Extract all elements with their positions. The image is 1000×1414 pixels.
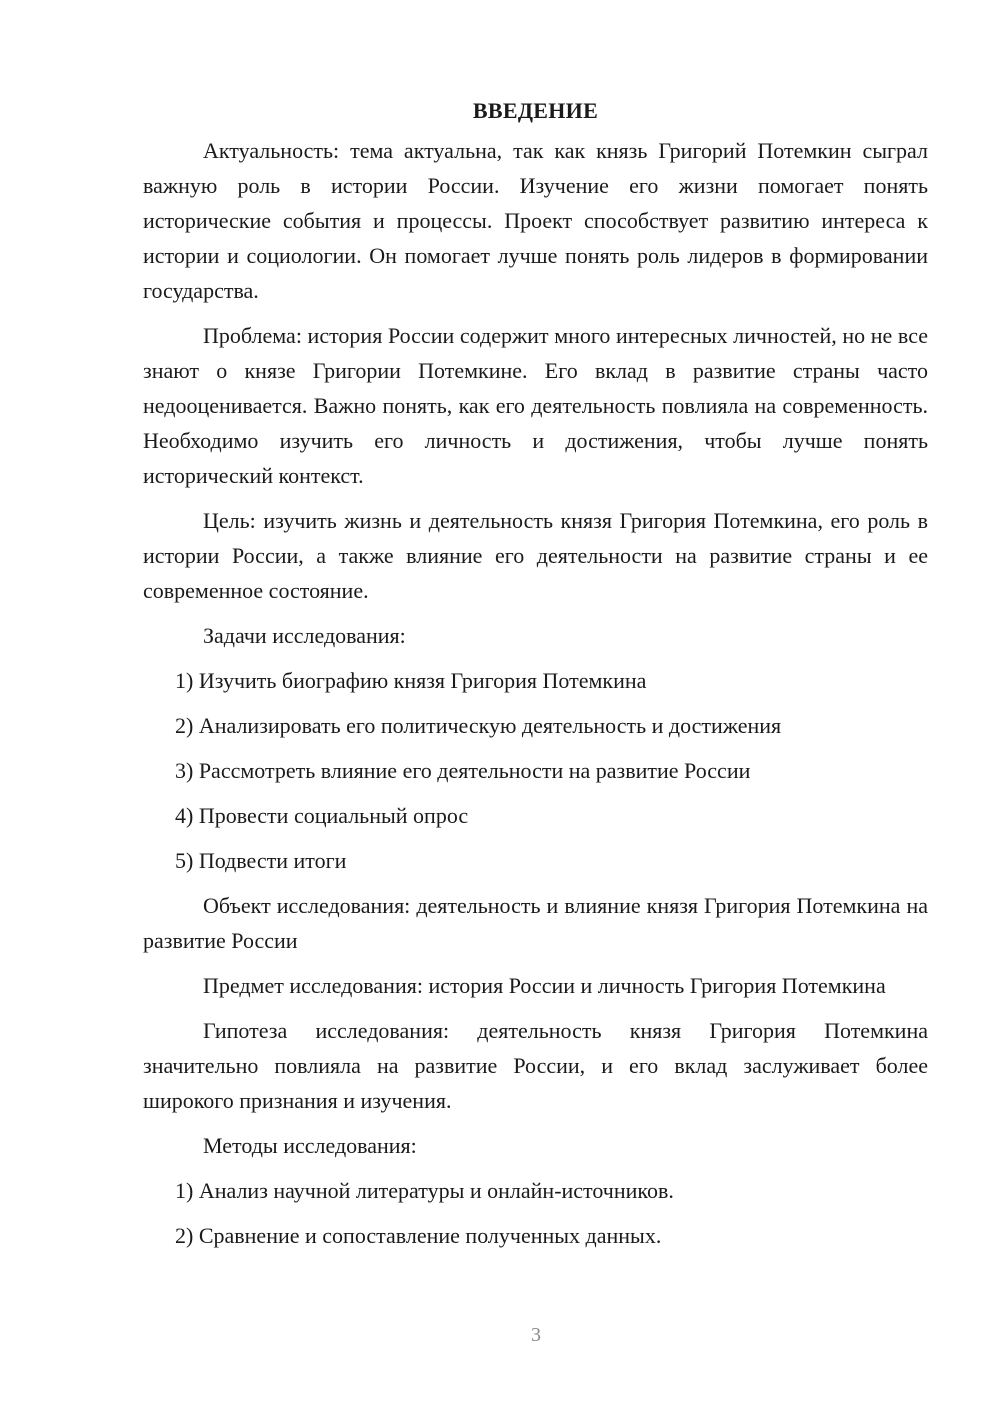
list-item: 2) Сравнение и сопоставление полученных данных. [175, 1223, 662, 1248]
hypothesis-paragraph: Гипотеза исследования: деятельность князя Григория Потемкина значительно повлияла на развитие России, и его вклад заслуживает более широкого признания и изучения. [143, 1018, 928, 1113]
methods-list [143, 1173, 928, 1253]
tasks-list [143, 663, 928, 878]
methods-title: Методы исследования: [203, 1133, 417, 1158]
list-item: 1) Анализ научной литературы и онлайн-источников. [175, 1178, 674, 1203]
problem-paragraph: Проблема: история России содержит много интересных личностей, но не все знают о князе Григории Потемкине. Его вклад в развитие страны часто недооценивается. Важно понять, как его деятельность повлияла на современность. Необходимо изучить его личность и достижения, чтобы лучше понять исторический контекст. [143, 323, 928, 488]
object-paragraph: Объект исследования: деятельность и влияние князя Григория Потемкина на развитие России [143, 893, 928, 953]
list-item: 4) Провести социальный опрос [175, 803, 469, 828]
list-item: 1) Изучить биографию князя Григория Потемкина [175, 668, 647, 693]
section-heading: ВВЕДЕНИЕ [472, 98, 599, 123]
list-item: 3) Рассмотреть влияние его деятельности на развитие России [175, 758, 751, 783]
document-page [143, 93, 928, 1263]
page-number: 3 [531, 1324, 541, 1346]
list-item: 5) Подвести итоги [175, 848, 347, 873]
list-item: 2) Анализировать его политическую деятельность и достижения [175, 713, 782, 738]
subject-paragraph: Предмет исследования: история России и личность Григория Потемкина [203, 973, 886, 998]
tasks-title: Задачи исследования: [203, 623, 406, 648]
goal-paragraph: Цель: изучить жизнь и деятельность князя Григория Потемкина, его роль в истории России, а также влияние его деятельности на развитие страны и ее современное состояние. [143, 508, 928, 603]
relevance-paragraph: Актуальность: тема актуальна, так как князь Григорий Потемкин сыграл важную роль в истории России. Изучение его жизни помогает понять исторические события и процессы. Проект способствует развитию интереса к истории и социологии. Он помогает лучше понять роль лидеров в формировании государства. [143, 138, 928, 303]
